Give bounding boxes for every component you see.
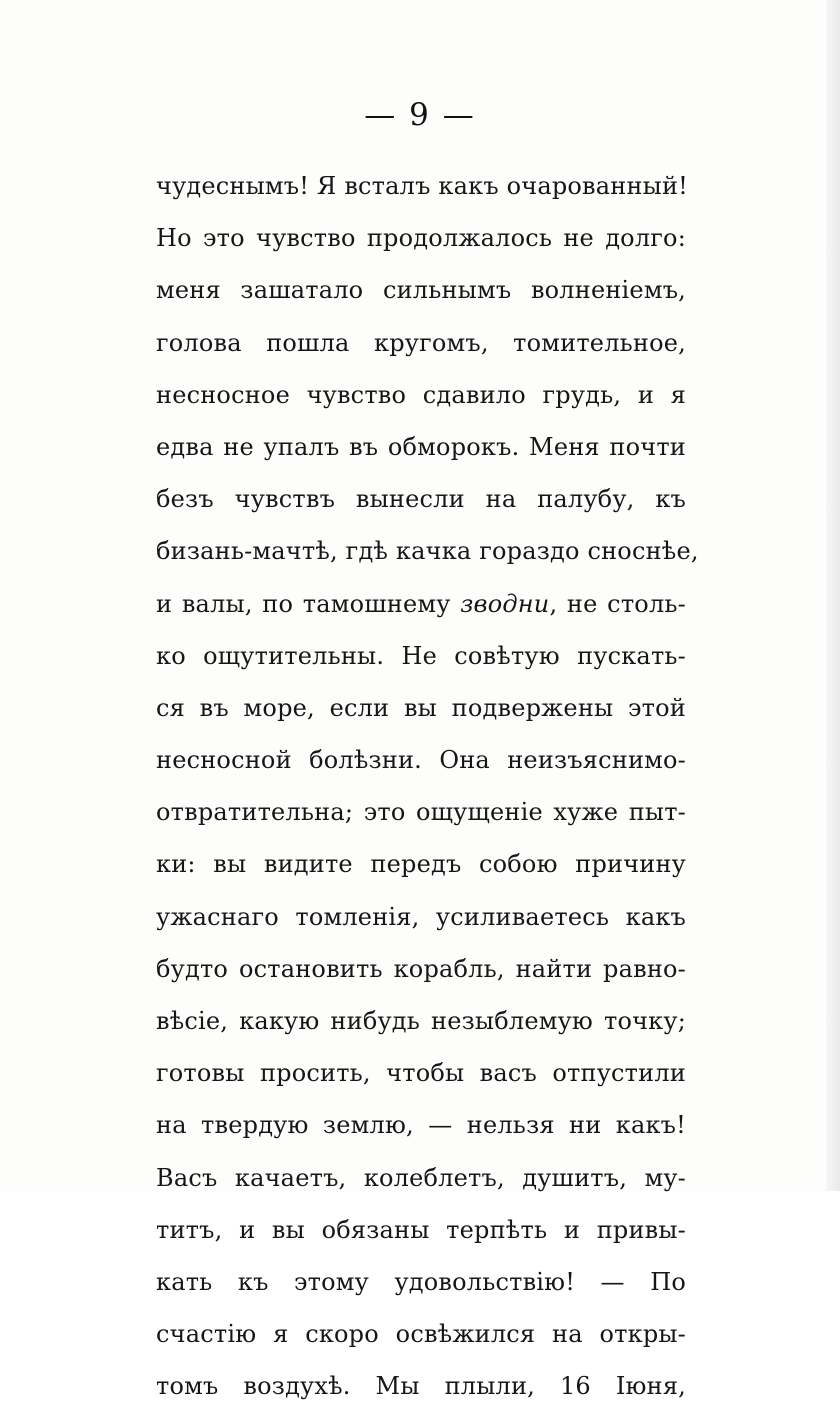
text-line: чудеснымъ! Я всталъ какъ очарованный!	[156, 172, 689, 200]
text-line: титъ, и вы обязаны терпѣть и привы-	[156, 1215, 686, 1244]
text-line-tail: , не столь-	[549, 589, 686, 618]
text-line: меня зашатало сильнымъ волненіемъ,	[156, 276, 686, 305]
text-line: ся въ море, если вы подвержены этой	[156, 693, 686, 722]
text-line: едва не упалъ въ обморокъ. Меня почти	[156, 432, 686, 461]
text-line: вѣсіе, какую нибудь незыблемую точку;	[156, 1007, 686, 1035]
page-number: — 9 —	[364, 97, 476, 133]
body-text	[156, 160, 699, 1413]
text-line: ко ощутительны. Не совѣтую пускать-	[156, 641, 686, 670]
text-line: ужаснаго томленія, усиливаетесь какъ	[156, 902, 686, 931]
text-line-with-italic	[156, 578, 686, 630]
text-line: несносное чувство сдавило грудь, и я	[156, 380, 686, 409]
text-line: ки: вы видите передъ собою причину	[156, 850, 686, 879]
text-line-lead: и валы, по тамошнему	[156, 589, 451, 618]
text-line: Но это чувство продолжалось не долго:	[156, 224, 686, 253]
text-line: несносной болѣзни. Она неизъяснимо-	[156, 746, 686, 775]
text-line: счастію я скоро освѣжился на откры-	[156, 1320, 686, 1349]
text-line: отвратительна; это ощущеніе хуже пыт-	[156, 798, 686, 827]
text-line: Васъ качаетъ, колеблетъ, душитъ, му-	[156, 1163, 686, 1192]
text-line: на твердую землю, — нельзя ни какъ!	[156, 1111, 686, 1140]
text-line: будто остановить корабль, найти равно-	[156, 954, 686, 983]
italic-word: зводни	[460, 589, 550, 618]
text-line: голова пошла кругомъ, томительное,	[156, 328, 686, 357]
text-line: готовы просить, чтобы васъ отпустили	[156, 1059, 686, 1088]
scan-edge	[826, 0, 840, 1191]
text-line: кать къ этому удовольствію! — По	[156, 1267, 686, 1296]
text-line: безъ чувствъ вынесли на палубу, къ	[156, 485, 686, 514]
text-line: бизань-мачтѣ, гдѣ качка гораздо сноснѣе,	[156, 537, 699, 566]
text-line: томъ воздухѣ. Мы плыли, 16 Іюня,	[156, 1372, 686, 1401]
